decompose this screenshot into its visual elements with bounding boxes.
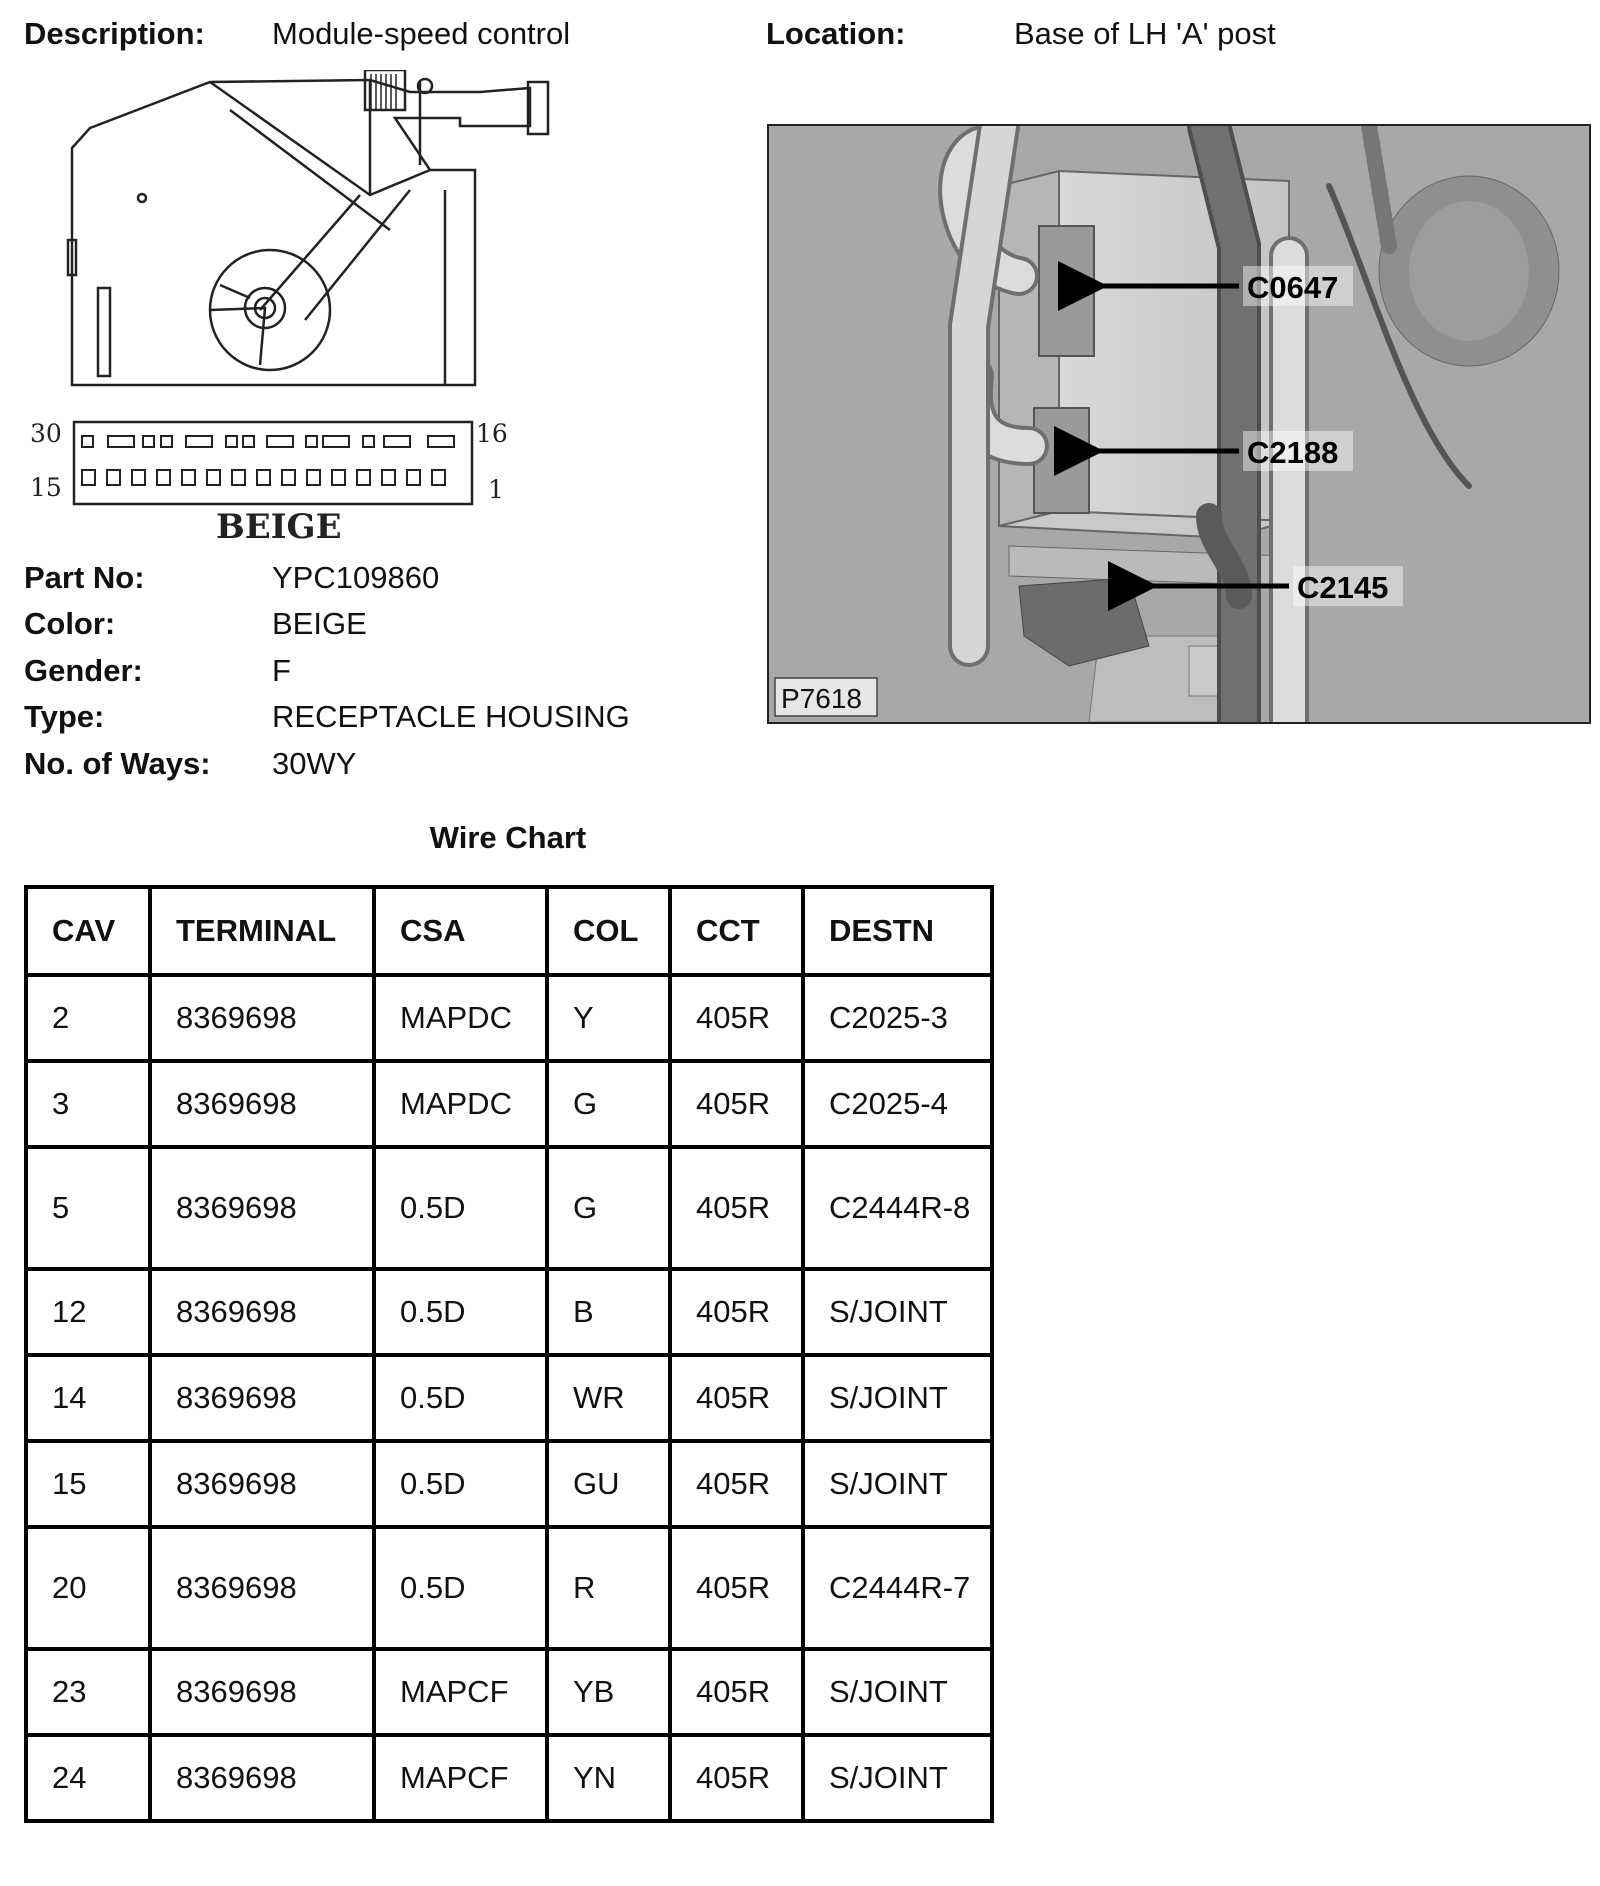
table-cell: 405R: [670, 1735, 803, 1821]
spec-value-type: RECEPTACLE HOUSING: [272, 699, 630, 734]
table-row: [26, 1735, 992, 1821]
table-row: [26, 1649, 992, 1735]
table-cell: S/JOINT: [803, 1355, 992, 1441]
table-cell: G: [547, 1147, 670, 1269]
column-header: CAV: [26, 887, 150, 975]
callout-c0647: C0647: [1247, 270, 1339, 305]
table-cell: 23: [26, 1649, 150, 1735]
table-cell: 8369698: [150, 1147, 374, 1269]
table-cell: 8369698: [150, 1269, 374, 1355]
table-cell: 0.5D: [374, 1441, 547, 1527]
pin-label-30: 30: [30, 419, 62, 448]
table-cell: R: [547, 1527, 670, 1649]
location-photo: [767, 124, 1591, 724]
table-cell: S/JOINT: [803, 1649, 992, 1735]
table-cell: MAPCF: [374, 1735, 547, 1821]
spec-value-gender: F: [272, 653, 291, 688]
table-cell: S/JOINT: [803, 1441, 992, 1527]
table-row: [26, 1061, 992, 1147]
table-cell: 8369698: [150, 1355, 374, 1441]
pin-label-16: 16: [476, 419, 508, 448]
spec-label-gender: Gender:: [24, 653, 143, 688]
table-cell: 0.5D: [374, 1147, 547, 1269]
module-outline-drawing: [60, 70, 620, 400]
table-cell: 405R: [670, 975, 803, 1061]
table-cell: 20: [26, 1527, 150, 1649]
table-cell: S/JOINT: [803, 1735, 992, 1821]
table-cell: MAPCF: [374, 1649, 547, 1735]
location-label: Location:: [766, 16, 906, 51]
table-cell: 8369698: [150, 1735, 374, 1821]
table-cell: S/JOINT: [803, 1269, 992, 1355]
table-cell: MAPDC: [374, 975, 547, 1061]
table-row: [26, 1355, 992, 1441]
table-cell: 405R: [670, 1269, 803, 1355]
table-cell: 0.5D: [374, 1269, 547, 1355]
table-cell: 405R: [670, 1147, 803, 1269]
table-cell: C2025-3: [803, 975, 992, 1061]
table-cell: B: [547, 1269, 670, 1355]
table-row: [26, 975, 992, 1061]
spec-label-part-no: Part No:: [24, 560, 145, 595]
table-cell: WR: [547, 1355, 670, 1441]
table-cell: C2444R-8: [803, 1147, 992, 1269]
spec-value-ways: 30WY: [272, 746, 357, 781]
table-cell: 8369698: [150, 1441, 374, 1527]
spec-value-part-no: YPC109860: [272, 560, 440, 595]
table-cell: 405R: [670, 1649, 803, 1735]
table-cell: GU: [547, 1441, 670, 1527]
photo-tag: P7618: [781, 683, 862, 714]
table-cell: 5: [26, 1147, 150, 1269]
table-cell: C2444R-7: [803, 1527, 992, 1649]
callout-c2145: C2145: [1297, 570, 1389, 605]
column-header: CSA: [374, 887, 547, 975]
table-row: [26, 1527, 992, 1649]
wire-chart-title: Wire Chart: [429, 820, 587, 855]
location-value: Base of LH 'A' post: [1014, 16, 1276, 51]
table-cell: 2: [26, 975, 150, 1061]
pin-label-1: 1: [488, 475, 504, 504]
table-cell: MAPDC: [374, 1061, 547, 1147]
description-value: Module-speed control: [272, 16, 571, 51]
table-cell: 0.5D: [374, 1355, 547, 1441]
table-row: [26, 1269, 992, 1355]
table-cell: 405R: [670, 1441, 803, 1527]
column-header: CCT: [670, 887, 803, 975]
table-cell: 12: [26, 1269, 150, 1355]
callout-c2188: C2188: [1247, 435, 1339, 470]
table-cell: 405R: [670, 1355, 803, 1441]
spec-label-ways: No. of Ways:: [24, 746, 211, 781]
table-cell: 405R: [670, 1061, 803, 1147]
spec-label-type: Type:: [24, 699, 105, 734]
table-cell: 3: [26, 1061, 150, 1147]
spec-label-color: Color:: [24, 606, 116, 641]
table-cell: 24: [26, 1735, 150, 1821]
connector-face-diagram: [26, 414, 526, 544]
table-cell: 15: [26, 1441, 150, 1527]
connector-color-caption: BEIGE: [216, 507, 342, 544]
spec-value-color: BEIGE: [272, 606, 367, 641]
table-cell: 405R: [670, 1527, 803, 1649]
table-cell: 8369698: [150, 975, 374, 1061]
table-cell: YN: [547, 1735, 670, 1821]
table-header-row: [26, 887, 992, 975]
table-row: [26, 1441, 992, 1527]
column-header: DESTN: [803, 887, 992, 975]
table-cell: C2025-4: [803, 1061, 992, 1147]
pin-label-15: 15: [30, 473, 62, 502]
table-cell: 14: [26, 1355, 150, 1441]
table-cell: G: [547, 1061, 670, 1147]
column-header: COL: [547, 887, 670, 975]
table-row: [26, 1147, 992, 1269]
table-cell: 8369698: [150, 1649, 374, 1735]
table-cell: 0.5D: [374, 1527, 547, 1649]
table-cell: 8369698: [150, 1527, 374, 1649]
table-cell: Y: [547, 975, 670, 1061]
column-header: TERMINAL: [150, 887, 374, 975]
description-label: Description:: [24, 16, 205, 51]
wire-chart-table: [24, 885, 994, 1823]
table-cell: 8369698: [150, 1061, 374, 1147]
table-cell: YB: [547, 1649, 670, 1735]
